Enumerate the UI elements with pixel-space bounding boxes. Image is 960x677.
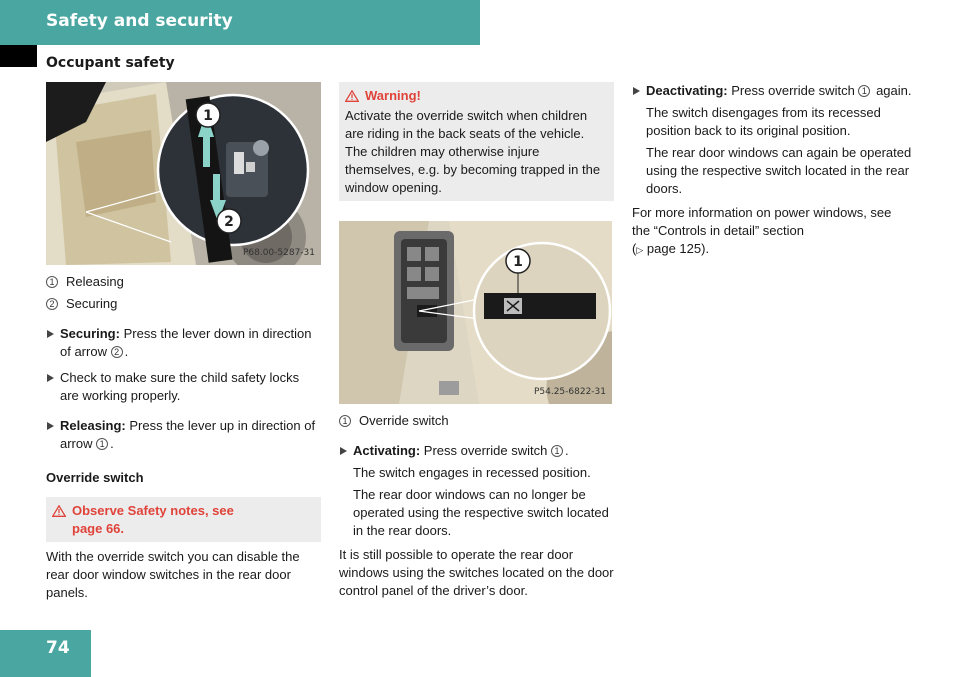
warning-triangle-icon xyxy=(52,505,66,517)
page-ref-arrow-icon: ▷ xyxy=(636,245,644,255)
still-possible-paragraph: It is still possible to operate the rear door windows using the switches located on the door control panel of the driver’s door. xyxy=(339,547,614,598)
caption-securing: 2 Securing xyxy=(46,295,321,313)
instruction-releasing: Releasing: Press the lever up in direction of arrow 1 . xyxy=(46,417,321,453)
section-title: Safety and security xyxy=(46,11,233,31)
deactivating-detail-1: The switch disengages from its recessed position back to its original position. xyxy=(646,105,881,138)
instruction-activating: Activating: Press override switch 1 . xyxy=(339,442,614,460)
safety-note-link[interactable]: page 66. xyxy=(72,521,125,536)
column-middle xyxy=(339,82,614,600)
override-heading: Override switch xyxy=(46,470,144,485)
warning-box xyxy=(339,82,614,201)
deactivating-detail-2: The rear door windows can again be operated using the respective switch located in the rear doors. xyxy=(646,145,912,196)
page-number-box xyxy=(0,630,91,677)
safety-note-box xyxy=(46,497,321,542)
subsection-title: Occupant safety xyxy=(46,55,175,71)
column-right xyxy=(632,82,912,259)
header-tab xyxy=(0,45,37,67)
safety-note-line1: Observe Safety notes, see xyxy=(72,503,234,518)
figure-code: P54.25-6822-31 xyxy=(533,387,606,397)
page-ref-link[interactable]: page 125). xyxy=(646,241,710,256)
column-left xyxy=(46,82,321,602)
child-lock-illustration xyxy=(46,82,321,265)
caption-override-switch: 1 Override switch xyxy=(339,412,614,430)
instruction-check: Check to make sure the child safety locks are working properly. xyxy=(46,369,321,405)
caption-releasing: 1 Releasing xyxy=(46,273,321,291)
figure-child-lock xyxy=(46,82,321,265)
figure-code: P68.00-5287-31 xyxy=(242,248,315,258)
callout-2: 2 xyxy=(224,214,234,230)
activating-detail-2: The rear door windows can no longer be operated using the respective switch located in the rear doors. xyxy=(353,487,609,538)
callout-1: 1 xyxy=(203,108,213,124)
page-number: 74 xyxy=(46,638,70,658)
activating-detail-1: The switch engages in recessed position. xyxy=(353,465,591,480)
override-paragraph: With the override switch you can disable the rear door window switches in the rear door panels. xyxy=(46,549,300,600)
instruction-deactivating: Deactivating: Press override switch 1 again. xyxy=(632,82,912,100)
override-switch-illustration xyxy=(339,221,612,404)
figure-override-switch xyxy=(339,221,612,404)
warning-triangle-icon xyxy=(345,90,359,102)
instruction-securing: Securing: Press the lever down in direction of arrow 2 . xyxy=(46,325,321,361)
warning-text: Activate the override switch when children are riding in the back seats of the vehicle. The children may otherwise injure themselves, e.g. by becoming trapped in the window opening. xyxy=(345,108,601,195)
callout-1: 1 xyxy=(513,254,523,270)
more-info-paragraph: For more information on power windows, see the “Controls in detail” section (▷ page 125). xyxy=(632,205,892,256)
warning-title: Warning! xyxy=(365,88,421,103)
